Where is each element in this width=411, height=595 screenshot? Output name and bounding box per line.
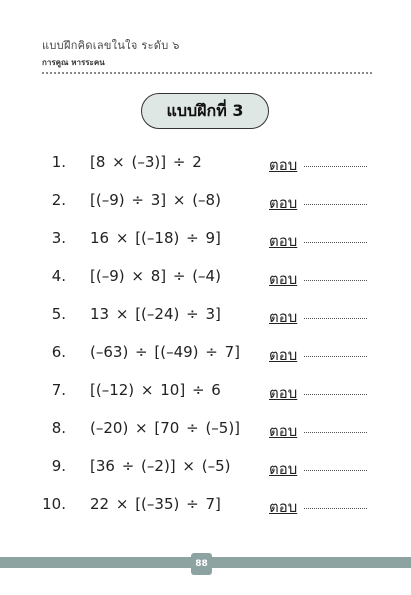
problem-expression: [(–9) × 8] ÷ (–4)	[90, 267, 221, 285]
answer-label: ตอบ	[269, 232, 298, 250]
problem-number: 2.	[51, 191, 66, 209]
answer-blank[interactable]	[304, 470, 367, 471]
answer-blank[interactable]	[304, 432, 367, 433]
problem-expression: [36 ÷ (–2)] × (–5)	[90, 457, 231, 475]
problem-row	[0, 305, 411, 329]
header-title: แบบฝึกคิดเลขในใจ ระดับ ๖	[42, 39, 180, 52]
exercise-title: แบบฝึกที่ 3	[166, 100, 244, 120]
answer-blank[interactable]	[304, 204, 367, 205]
answer-label: ตอบ	[269, 346, 298, 364]
problem-expression: 22 × [(–35) ÷ 7]	[90, 495, 221, 513]
answer-label: ตอบ	[269, 308, 298, 326]
exercise-title-badge	[141, 93, 269, 129]
problem-row	[0, 495, 411, 519]
answer-label: ตอบ	[269, 270, 298, 288]
problem-row	[0, 191, 411, 215]
problem-number: 4.	[51, 267, 66, 285]
answer-blank[interactable]	[304, 508, 367, 509]
problem-expression: (–20) × [70 ÷ (–5)]	[90, 419, 241, 437]
problem-number: 9.	[51, 457, 66, 475]
problem-row	[0, 229, 411, 253]
problem-number: 3.	[51, 229, 66, 247]
problem-row	[0, 419, 411, 443]
problem-expression: (–63) ÷ [(–49) ÷ 7]	[90, 343, 241, 361]
answer-blank[interactable]	[304, 394, 367, 395]
problem-row	[0, 457, 411, 481]
page-number-badge	[191, 553, 212, 575]
answer-blank[interactable]	[304, 280, 367, 281]
answer-label: ตอบ	[269, 422, 298, 440]
problem-number: 5.	[51, 305, 66, 323]
problem-expression: 13 × [(–24) ÷ 3]	[90, 305, 221, 323]
problem-number: 10.	[42, 495, 66, 513]
problem-number: 6.	[51, 343, 66, 361]
answer-label: ตอบ	[269, 156, 298, 174]
answer-blank[interactable]	[304, 318, 367, 319]
problem-row	[0, 267, 411, 291]
problem-row	[0, 343, 411, 367]
answer-label: ตอบ	[269, 384, 298, 402]
page-number: 88	[195, 559, 208, 569]
answer-label: ตอบ	[269, 498, 298, 516]
answer-label: ตอบ	[269, 194, 298, 212]
problem-expression: [8 × (–3)] ÷ 2	[90, 153, 202, 171]
dotted-divider	[42, 72, 372, 74]
answer-blank[interactable]	[304, 242, 367, 243]
problem-expression: 16 × [(–18) ÷ 9]	[90, 229, 221, 247]
problem-expression: [(–9) ÷ 3] × (–8)	[90, 191, 221, 209]
problem-expression: [(–12) × 10] ÷ 6	[90, 381, 221, 399]
answer-blank[interactable]	[304, 166, 367, 167]
problem-number: 1.	[51, 153, 66, 171]
answer-blank[interactable]	[304, 356, 367, 357]
problem-number: 7.	[51, 381, 66, 399]
problem-number: 8.	[51, 419, 66, 437]
answer-label: ตอบ	[269, 460, 298, 478]
problem-row	[0, 153, 411, 177]
problem-row	[0, 381, 411, 405]
header-subtitle: การคูณ หารระคน	[42, 58, 105, 67]
